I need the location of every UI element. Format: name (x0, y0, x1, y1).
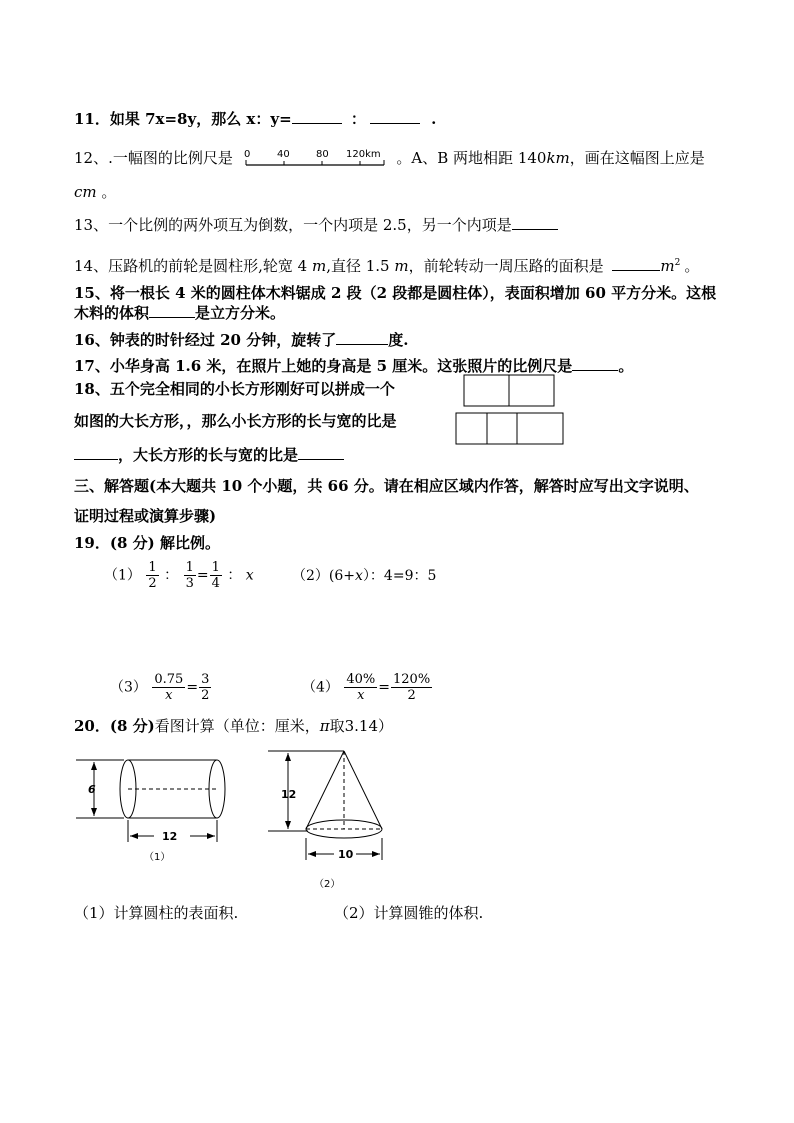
q12-unit-cm: cm (74, 183, 97, 201)
q14-text-c: ，前轮转动一周压路的面积是 (408, 257, 604, 275)
question-15-line2 (74, 303, 285, 323)
equals: = (378, 679, 391, 696)
cone-diameter-label: 10 (338, 848, 354, 861)
q19-p2-rest: ）：4=9：5 (362, 568, 437, 584)
q14-unit-m: m (394, 257, 409, 275)
q19-p1-label: （1） (104, 567, 141, 584)
scale-tick-label: 80 (315, 149, 329, 160)
equals: = (186, 679, 199, 696)
question-13 (74, 215, 558, 235)
pi-symbol: π (319, 717, 330, 735)
q11-end: . (431, 110, 437, 128)
q15-blank[interactable] (149, 303, 195, 318)
q16-blank[interactable] (336, 330, 388, 345)
q20-title-a: 20．(8 分) (74, 717, 155, 735)
rectangle-puzzle-figure (454, 372, 566, 448)
cone-figure (258, 744, 398, 892)
question-18-line2: 如图的大长方形，，那么小长方形的长与宽的比是 (74, 412, 397, 430)
q12-line2-end: 。 (101, 183, 117, 201)
question-14 (74, 253, 699, 276)
fraction: $\frac{1}{4}$ (211, 560, 220, 591)
q13-text: 13、一个比例的两外项互为倒数，一个内项是 2.5，另一个内项是 (74, 216, 512, 234)
question-15-line1: 15、将一根长 4 米的圆柱体木料锯成 2 段（2 段都是圆柱体），表面积增加 60 平方分米。这根 (74, 284, 717, 302)
q14-blank[interactable] (612, 256, 660, 271)
q19-p4-label: （4） (302, 679, 339, 696)
q20-task-1: （1）计算圆柱的表面积. (74, 904, 239, 922)
q12-text-a: 12、.一幅图的比例尺是 (74, 149, 233, 167)
q14-unit-sup: 2 (674, 258, 681, 268)
q16-text-a: 16、钟表的时针经过 20 分钟，旋转了 (74, 331, 337, 349)
q19-problem-4 (302, 672, 433, 703)
fraction: $\frac{40\%}{x}$ (346, 672, 376, 703)
figure-1-caption: （1） (144, 852, 171, 863)
q13-blank[interactable] (512, 215, 558, 230)
q11-blank-2[interactable] (370, 109, 420, 124)
q14-unit-m: m (311, 257, 327, 275)
scale-tick-label: 0 (243, 149, 251, 160)
q19-problem-3 (110, 672, 212, 703)
q19-problem-1 (104, 560, 254, 591)
q11-text: 11．如果 7x=8y，那么 x：y= (74, 110, 292, 128)
q19-p2-text: (6+ (328, 568, 356, 584)
q14-end: 。 (684, 257, 700, 275)
question-12-line2 (74, 182, 116, 202)
q17-text-a: 17、小华身高 1.6 米，在照片上她的身高是 5 厘米。这张照片的比例尺是 (74, 357, 573, 375)
q17-text-b: 。 (618, 357, 634, 375)
q15-text-b: 是立方分米。 (195, 304, 286, 322)
question-18-line1: 18、五个完全相同的小长方形刚好可以拼成一个 (74, 380, 395, 398)
q19-problem-2 (292, 565, 436, 585)
q14-unit-m2: m (660, 257, 675, 275)
fraction: $\frac{3}{2}$ (201, 672, 210, 703)
q17-blank[interactable] (572, 356, 618, 371)
question-18-line3 (74, 445, 344, 465)
q12-text-c: ，画在这幅图上应是 (569, 149, 705, 167)
cylinder-length-label: 12 (162, 830, 178, 843)
section-3-heading-line1: 三、解答题(本大题共 10 个小题，共 66 分。请在相应区域内作答，解答时应写出文字说明、 (74, 477, 699, 495)
cone-height-label: 12 (281, 788, 297, 801)
question-11 (74, 109, 436, 129)
variable-x: x (245, 567, 254, 584)
question-16 (74, 330, 408, 350)
q11-colon: ： (350, 110, 366, 128)
colon: ： (227, 567, 242, 584)
scale-tick-label: 40 (276, 149, 290, 160)
q18-blank-2[interactable] (298, 445, 344, 460)
q18-blank-1[interactable] (74, 445, 118, 460)
q20-task-2: （2）计算圆锥的体积. (334, 904, 484, 922)
q15-text-a: 木料的体积 (74, 304, 150, 322)
q11-blank-1[interactable] (292, 109, 342, 124)
equals: = (196, 567, 209, 584)
question-20-title (74, 716, 393, 736)
scale-bar-figure (242, 148, 388, 170)
figure-2-caption: （2） (314, 879, 341, 890)
fraction: $\frac{120\%}{2}$ (393, 672, 431, 703)
q19-p3-label: （3） (110, 679, 147, 696)
variable-x: x (355, 568, 363, 584)
section-3-heading-line2: 证明过程或演算步骤) (74, 507, 217, 525)
q19-p2-label: （2） (292, 568, 329, 584)
q14-text-a: 14、压路机的前轮是圆柱形,轮宽 4 (74, 257, 308, 275)
scale-tick-label: 120km (345, 149, 381, 160)
fraction: $\frac{0.75}{x}$ (154, 672, 184, 703)
fraction: $\frac{1}{3}$ (185, 560, 194, 591)
cylinder-height-label: 6 (88, 783, 96, 796)
fraction: $\frac{1}{2}$ (148, 560, 157, 591)
cylinder-figure (70, 748, 240, 868)
q14-text-b: ,直径 1.5 (326, 257, 390, 275)
q12-text-b: 。A、B 两地相距 140 (396, 149, 547, 167)
q20-title-c: 取3.14） (329, 717, 394, 735)
question-12 (74, 148, 705, 170)
q12-unit-km: km (546, 149, 570, 167)
q20-title-b: 看图计算（单位：厘米， (154, 717, 320, 735)
q18-text-3: ，大长方形的长与宽的比是 (118, 446, 299, 464)
colon: ： (164, 567, 179, 584)
question-19-title: 19．(8 分) 解比例。 (74, 534, 220, 552)
q16-text-b: 度. (388, 331, 409, 349)
